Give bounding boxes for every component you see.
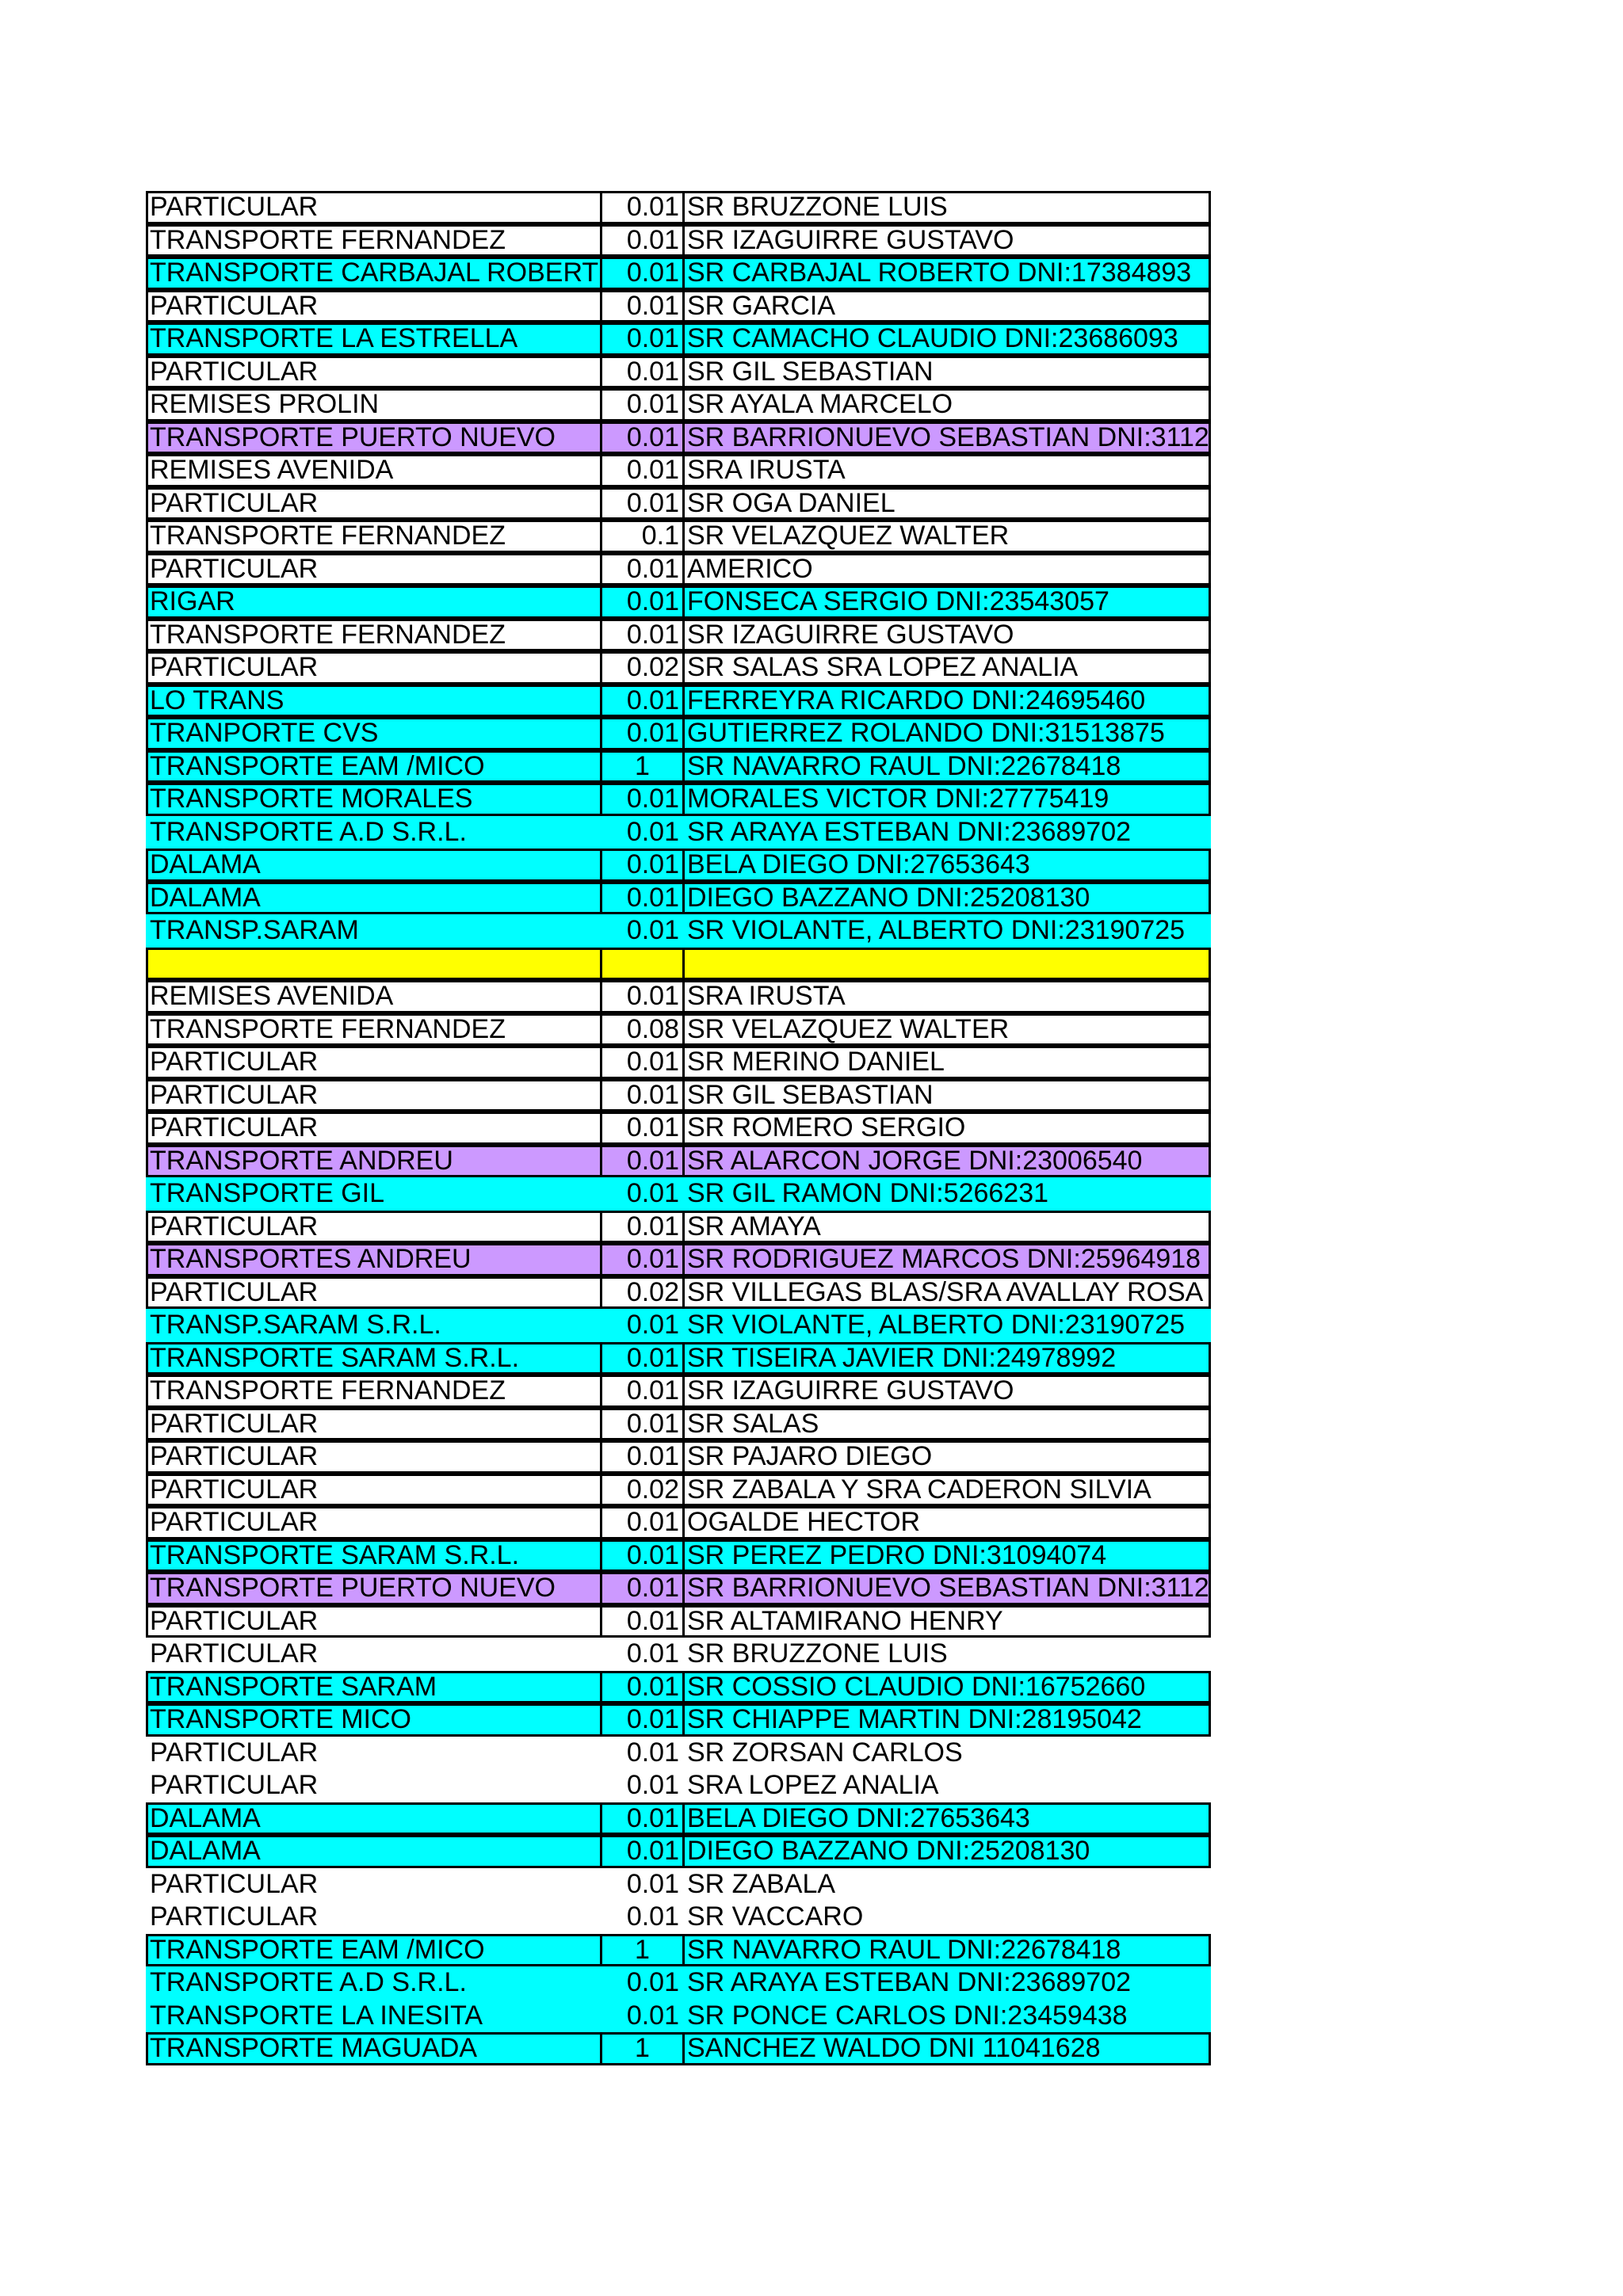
contact-cell[interactable]: SR VILLEGAS BLAS/SRA AVALLAY ROSA bbox=[682, 1276, 1211, 1310]
value-cell[interactable]: 0.01 bbox=[626, 1770, 679, 1800]
contact-cell[interactable]: DIEGO BAZZANO DNI:25208130 bbox=[682, 1835, 1211, 1868]
company-cell[interactable]: PARTICULAR bbox=[150, 290, 319, 321]
contact-cell[interactable]: OGALDE HECTOR bbox=[682, 1506, 1211, 1539]
value-cell[interactable]: 0.01 bbox=[626, 816, 679, 847]
company-cell[interactable]: TRANSPORTE A.D S.R.L. bbox=[150, 816, 467, 847]
table-row bbox=[146, 290, 1211, 323]
value-cell[interactable]: 0.01 bbox=[600, 1112, 682, 1145]
company-cell[interactable]: DALAMA bbox=[150, 1836, 261, 1866]
contact-cell[interactable]: AMERICO bbox=[682, 553, 1211, 586]
value-cell[interactable]: 0.01 bbox=[600, 849, 682, 882]
contact-cell[interactable]: SR BRUZZONE LUIS bbox=[687, 1638, 948, 1669]
table-row bbox=[146, 717, 1211, 750]
table-row bbox=[146, 882, 1211, 915]
company-cell[interactable]: PARTICULAR bbox=[150, 1507, 319, 1537]
value-cell[interactable]: 0.01 bbox=[626, 1638, 679, 1669]
table-row bbox=[146, 1375, 1211, 1408]
table-row bbox=[146, 914, 1211, 948]
value-cell[interactable]: 0.01 bbox=[600, 1506, 682, 1539]
company-cell[interactable]: PARTICULAR bbox=[150, 553, 319, 584]
company-cell[interactable]: PARTICULAR bbox=[150, 1112, 319, 1142]
value-cell[interactable]: 0.01 bbox=[600, 1605, 682, 1638]
value-cell[interactable]: 0.02 bbox=[600, 651, 682, 685]
value-cell[interactable]: 0.01 bbox=[600, 685, 682, 718]
contact-cell[interactable]: MORALES VICTOR DNI:27775419 bbox=[682, 783, 1211, 816]
table-row bbox=[146, 1408, 1211, 1441]
value-cell[interactable]: 0.01 bbox=[626, 2000, 679, 2031]
table-row bbox=[146, 388, 1211, 421]
value-cell[interactable]: 0.01 bbox=[600, 1572, 682, 1605]
company-cell[interactable]: PARTICULAR bbox=[150, 1737, 319, 1768]
company-cell[interactable]: TRANSPORTE SARAM bbox=[150, 1671, 437, 1702]
company-cell[interactable]: TRANSPORTE MICO bbox=[150, 1704, 411, 1734]
table-row bbox=[146, 750, 1211, 784]
company-cell[interactable]: TRANSPORTE PUERTO NUEVO bbox=[150, 1573, 556, 1603]
contact-cell[interactable]: SR IZAGUIRRE GUSTAVO bbox=[682, 224, 1211, 257]
value-cell[interactable]: 0.01 bbox=[600, 783, 682, 816]
table-row bbox=[146, 1211, 1211, 1244]
contact-cell[interactable]: SR PONCE CARLOS DNI:23459438 bbox=[687, 2000, 1128, 2031]
table-row bbox=[146, 2032, 1211, 2065]
value-cell[interactable]: 0.08 bbox=[600, 1013, 682, 1047]
company-cell[interactable]: LO TRANS bbox=[150, 685, 285, 715]
value-cell[interactable]: 0.01 bbox=[626, 1901, 679, 1932]
company-cell[interactable]: TRANSPORTES ANDREU bbox=[150, 1244, 472, 1274]
value-cell[interactable]: 0.01 bbox=[600, 553, 682, 586]
table-row bbox=[146, 1440, 1211, 1474]
table-row bbox=[146, 1309, 1211, 1342]
value-cell[interactable]: 0.01 bbox=[600, 1375, 682, 1408]
company-cell[interactable]: TRANSPORTE SARAM S.R.L. bbox=[150, 1539, 520, 1570]
value-cell[interactable]: 0.01 bbox=[600, 224, 682, 257]
table-row bbox=[146, 1966, 1211, 2000]
company-cell[interactable] bbox=[146, 948, 600, 981]
value-cell[interactable]: 0.01 bbox=[600, 1243, 682, 1276]
contact-cell[interactable]: SR BARRIONUEVO SEBASTIAN DNI:3112 bbox=[682, 421, 1211, 455]
table-row bbox=[146, 2000, 1211, 2033]
spreadsheet-table bbox=[146, 191, 1211, 2065]
company-cell[interactable]: TRANSPORTE CARBAJAL ROBERT bbox=[150, 257, 599, 288]
company-cell[interactable]: REMISES AVENIDA bbox=[150, 981, 394, 1011]
value-cell[interactable]: 0.01 bbox=[626, 915, 679, 945]
table-row bbox=[146, 454, 1211, 487]
value-cell[interactable]: 0.01 bbox=[600, 1342, 682, 1375]
value-cell[interactable]: 0.01 bbox=[600, 585, 682, 619]
company-cell[interactable]: TRANSPORTE MAGUADA bbox=[150, 2033, 478, 2063]
value-cell[interactable] bbox=[600, 948, 682, 981]
contact-cell[interactable]: SRA IRUSTA bbox=[682, 980, 1211, 1013]
table-row bbox=[146, 585, 1211, 619]
value-cell[interactable]: 0.1 bbox=[600, 520, 682, 553]
table-row bbox=[146, 191, 1211, 224]
company-cell[interactable]: DALAMA bbox=[150, 849, 261, 879]
table-row bbox=[146, 1046, 1211, 1079]
value-cell[interactable]: 0.01 bbox=[600, 290, 682, 323]
contact-cell[interactable]: FONSECA SERGIO DNI:23543057 bbox=[682, 585, 1211, 619]
company-cell[interactable]: PARTICULAR bbox=[150, 356, 319, 387]
value-cell[interactable]: 0.01 bbox=[600, 980, 682, 1013]
value-cell[interactable]: 1 bbox=[600, 1934, 682, 1967]
contact-cell[interactable]: SR ALARCON JORGE DNI:23006540 bbox=[682, 1145, 1211, 1178]
value-cell[interactable]: 0.01 bbox=[626, 1178, 679, 1208]
contact-cell[interactable]: FERREYRA RICARDO DNI:24695460 bbox=[682, 685, 1211, 718]
company-cell[interactable]: TRANSPORTE FERNANDEZ bbox=[150, 1375, 506, 1405]
value-cell[interactable]: 0.01 bbox=[600, 1145, 682, 1178]
contact-cell[interactable]: SR VIOLANTE, ALBERTO DNI:23190725 bbox=[687, 915, 1186, 945]
value-cell[interactable]: 0.01 bbox=[600, 388, 682, 421]
company-cell[interactable]: RIGAR bbox=[150, 586, 235, 616]
value-cell[interactable]: 0.01 bbox=[600, 882, 682, 915]
table-row bbox=[146, 1342, 1211, 1375]
contact-cell[interactable]: SR CAMACHO CLAUDIO DNI:23686093 bbox=[682, 322, 1211, 356]
table-row bbox=[146, 1901, 1211, 1934]
contact-cell[interactable]: SR VELAZQUEZ WALTER bbox=[682, 1013, 1211, 1047]
table-row bbox=[146, 980, 1211, 1013]
contact-cell[interactable]: SR CARBAJAL ROBERTO DNI:17384893 bbox=[682, 257, 1211, 290]
company-cell[interactable]: PARTICULAR bbox=[150, 1441, 319, 1471]
company-cell[interactable]: PARTICULAR bbox=[150, 1079, 319, 1110]
value-cell[interactable]: 0.01 bbox=[600, 1079, 682, 1112]
company-cell[interactable]: PARTICULAR bbox=[150, 1605, 319, 1636]
value-cell[interactable]: 0.01 bbox=[600, 487, 682, 521]
company-cell[interactable]: TRANSPORTE LA ESTRELLA bbox=[150, 323, 518, 353]
contact-cell[interactable]: SR VACCARO bbox=[687, 1901, 864, 1932]
contact-cell[interactable]: SR ARAYA ESTEBAN DNI:23689702 bbox=[687, 816, 1132, 847]
contact-cell[interactable]: DIEGO BAZZANO DNI:25208130 bbox=[682, 882, 1211, 915]
contact-cell[interactable]: SR GIL SEBASTIAN bbox=[682, 356, 1211, 389]
table-row bbox=[146, 1474, 1211, 1507]
table-row bbox=[146, 520, 1211, 553]
contact-cell[interactable]: SR VIOLANTE, ALBERTO DNI:23190725 bbox=[687, 1310, 1186, 1340]
contact-cell[interactable]: SR SALAS SRA LOPEZ ANALIA bbox=[682, 651, 1211, 685]
company-cell[interactable]: TRANPORTE CVS bbox=[150, 718, 379, 748]
contact-cell[interactable]: SR ARAYA ESTEBAN DNI:23689702 bbox=[687, 1967, 1132, 1997]
value-cell[interactable]: 0.01 bbox=[600, 1703, 682, 1737]
value-cell[interactable]: 0.01 bbox=[626, 1967, 679, 1997]
company-cell[interactable]: TRANSPORTE FERNANDEZ bbox=[150, 1013, 506, 1044]
table-row bbox=[146, 1243, 1211, 1276]
value-cell[interactable]: 0.01 bbox=[600, 454, 682, 487]
company-cell[interactable]: TRANSPORTE PUERTO NUEVO bbox=[150, 421, 556, 452]
table-row bbox=[146, 257, 1211, 290]
company-cell[interactable]: TRANSPORTE A.D S.R.L. bbox=[150, 1967, 467, 1997]
table-row bbox=[146, 685, 1211, 718]
value-cell[interactable]: 0.01 bbox=[600, 619, 682, 652]
company-cell[interactable]: PARTICULAR bbox=[150, 192, 319, 222]
company-cell[interactable]: PARTICULAR bbox=[150, 1474, 319, 1505]
table-row bbox=[146, 1737, 1211, 1770]
value-cell[interactable]: 0.01 bbox=[626, 1737, 679, 1768]
company-cell[interactable]: TRANSPORTE EAM /MICO bbox=[150, 750, 485, 781]
company-cell[interactable]: PARTICULAR bbox=[150, 1047, 319, 1077]
contact-cell[interactable]: SR BRUZZONE LUIS bbox=[682, 191, 1211, 224]
company-cell[interactable]: TRANSPORTE FERNANDEZ bbox=[150, 521, 506, 551]
company-cell[interactable]: TRANSPORTE GIL bbox=[150, 1178, 384, 1208]
value-cell[interactable]: 0.01 bbox=[626, 1310, 679, 1340]
value-cell[interactable]: 0.01 bbox=[600, 257, 682, 290]
company-cell[interactable]: PARTICULAR bbox=[150, 1901, 319, 1932]
company-cell[interactable]: TRANSPORTE FERNANDEZ bbox=[150, 224, 506, 255]
table-row bbox=[146, 1572, 1211, 1605]
company-cell[interactable]: PARTICULAR bbox=[150, 1408, 319, 1439]
contact-cell[interactable]: BELA DIEGO DNI:27653643 bbox=[682, 1802, 1211, 1836]
company-cell[interactable]: TRANSPORTE ANDREU bbox=[150, 1145, 453, 1176]
contact-cell[interactable]: SR PEREZ PEDRO DNI:31094074 bbox=[682, 1539, 1211, 1573]
contact-cell[interactable]: SR IZAGUIRRE GUSTAVO bbox=[682, 1375, 1211, 1408]
value-cell[interactable]: 0.01 bbox=[600, 1211, 682, 1244]
contact-cell[interactable]: SR RODRIGUEZ MARCOS DNI:25964918 bbox=[682, 1243, 1211, 1276]
table-row bbox=[146, 816, 1211, 849]
company-cell[interactable]: PARTICULAR bbox=[150, 1770, 319, 1800]
contact-cell[interactable]: BELA DIEGO DNI:27653643 bbox=[682, 849, 1211, 882]
contact-cell[interactable] bbox=[682, 948, 1211, 981]
table-row bbox=[146, 1703, 1211, 1737]
company-cell[interactable]: PARTICULAR bbox=[150, 652, 319, 682]
company-cell[interactable]: TRANSPORTE MORALES bbox=[150, 784, 473, 814]
company-cell[interactable]: DALAMA bbox=[150, 1802, 261, 1833]
company-cell[interactable]: REMISES PROLIN bbox=[150, 389, 380, 419]
table-row bbox=[146, 1671, 1211, 1704]
contact-cell[interactable]: SR COSSIO CLAUDIO DNI:16752660 bbox=[682, 1671, 1211, 1704]
table-row bbox=[146, 1177, 1211, 1211]
company-cell[interactable]: PARTICULAR bbox=[150, 487, 319, 518]
table-row bbox=[146, 356, 1211, 389]
table-row bbox=[146, 487, 1211, 521]
value-cell[interactable]: 0.01 bbox=[600, 1835, 682, 1868]
table-row bbox=[146, 553, 1211, 586]
contact-cell[interactable]: SR ZORSAN CARLOS bbox=[687, 1737, 963, 1768]
table-row bbox=[146, 1112, 1211, 1145]
value-cell[interactable]: 0.01 bbox=[600, 1440, 682, 1474]
company-cell[interactable]: DALAMA bbox=[150, 882, 261, 913]
value-cell[interactable]: 0.01 bbox=[600, 1671, 682, 1704]
contact-cell[interactable]: SR TISEIRA JAVIER DNI:24978992 bbox=[682, 1342, 1211, 1375]
value-cell[interactable]: 0.01 bbox=[600, 322, 682, 356]
contact-cell[interactable]: SR PAJARO DIEGO bbox=[682, 1440, 1211, 1474]
company-cell[interactable]: PARTICULAR bbox=[150, 1638, 319, 1669]
contact-cell[interactable]: SR OGA DANIEL bbox=[682, 487, 1211, 521]
table-row bbox=[146, 322, 1211, 356]
value-cell[interactable]: 0.02 bbox=[600, 1474, 682, 1507]
company-cell[interactable]: REMISES AVENIDA bbox=[150, 455, 394, 485]
table-row bbox=[146, 1802, 1211, 1836]
company-cell[interactable]: PARTICULAR bbox=[150, 1211, 319, 1241]
table-row bbox=[146, 1638, 1211, 1671]
company-cell[interactable]: TRANSPORTE SARAM S.R.L. bbox=[150, 1342, 520, 1373]
value-cell[interactable]: 0.01 bbox=[600, 191, 682, 224]
contact-cell[interactable]: SR ALTAMIRANO HENRY bbox=[682, 1605, 1211, 1638]
value-cell[interactable]: 0.02 bbox=[600, 1276, 682, 1310]
contact-cell[interactable]: SR IZAGUIRRE GUSTAVO bbox=[682, 619, 1211, 652]
contact-cell[interactable]: SR SALAS bbox=[682, 1408, 1211, 1441]
contact-cell[interactable]: SRA LOPEZ ANALIA bbox=[687, 1770, 939, 1800]
table-row bbox=[146, 651, 1211, 685]
company-cell[interactable]: TRANSP.SARAM S.R.L. bbox=[150, 1310, 441, 1340]
contact-cell[interactable]: GUTIERREZ ROLANDO DNI:31513875 bbox=[682, 717, 1211, 750]
table-row bbox=[146, 849, 1211, 882]
table-row bbox=[146, 421, 1211, 455]
table-row bbox=[146, 1013, 1211, 1047]
contact-cell[interactable]: SR BARRIONUEVO SEBASTIAN DNI:3112 bbox=[682, 1572, 1211, 1605]
contact-cell[interactable]: SR GARCIA bbox=[682, 290, 1211, 323]
value-cell[interactable]: 0.01 bbox=[600, 1408, 682, 1441]
company-cell[interactable]: TRANSP.SARAM bbox=[150, 915, 359, 945]
table-row bbox=[146, 1605, 1211, 1638]
table-row bbox=[146, 224, 1211, 257]
table-row bbox=[146, 1145, 1211, 1178]
contact-cell[interactable]: SR NAVARRO RAUL DNI:22678418 bbox=[682, 750, 1211, 784]
contact-cell[interactable]: SR ROMERO SERGIO bbox=[682, 1112, 1211, 1145]
value-cell[interactable]: 0.01 bbox=[600, 1802, 682, 1836]
table-row bbox=[146, 783, 1211, 816]
contact-cell[interactable]: SR AYALA MARCELO bbox=[682, 388, 1211, 421]
company-cell[interactable]: PARTICULAR bbox=[150, 1868, 319, 1899]
contact-cell[interactable]: SR GIL SEBASTIAN bbox=[682, 1079, 1211, 1112]
contact-cell[interactable]: SRA IRUSTA bbox=[682, 454, 1211, 487]
table-row bbox=[146, 1769, 1211, 1802]
contact-cell[interactable]: SR VELAZQUEZ WALTER bbox=[682, 520, 1211, 553]
contact-cell[interactable]: SR ZABALA Y SRA CADERON SILVIA bbox=[682, 1474, 1211, 1507]
value-cell[interactable]: 0.01 bbox=[600, 717, 682, 750]
table-row bbox=[146, 1079, 1211, 1112]
value-cell[interactable]: 0.01 bbox=[600, 1539, 682, 1573]
value-cell[interactable]: 0.01 bbox=[600, 421, 682, 455]
company-cell[interactable]: PARTICULAR bbox=[150, 1276, 319, 1307]
value-cell[interactable]: 0.01 bbox=[600, 1046, 682, 1079]
contact-cell[interactable]: SR NAVARRO RAUL DNI:22678418 bbox=[682, 1934, 1211, 1967]
contact-cell[interactable]: SR ZABALA bbox=[687, 1868, 836, 1899]
table-row bbox=[146, 1868, 1211, 1901]
contact-cell[interactable]: SR CHIAPPE MARTIN DNI:28195042 bbox=[682, 1703, 1211, 1737]
table-row bbox=[146, 1506, 1211, 1539]
table-row bbox=[146, 1539, 1211, 1573]
value-cell[interactable]: 0.01 bbox=[626, 1868, 679, 1899]
company-cell[interactable]: TRANSPORTE EAM /MICO bbox=[150, 1934, 485, 1965]
contact-cell[interactable]: SR AMAYA bbox=[682, 1211, 1211, 1244]
company-cell[interactable]: TRANSPORTE FERNANDEZ bbox=[150, 619, 506, 650]
value-cell[interactable]: 1 bbox=[600, 750, 682, 784]
table-row bbox=[146, 619, 1211, 652]
contact-cell[interactable]: SR GIL RAMON DNI:5266231 bbox=[687, 1178, 1049, 1208]
table-row bbox=[146, 1276, 1211, 1310]
contact-cell[interactable]: SANCHEZ WALDO DNI 11041628 bbox=[682, 2032, 1211, 2065]
company-cell[interactable]: TRANSPORTE LA INESITA bbox=[150, 2000, 483, 2031]
value-cell[interactable]: 1 bbox=[600, 2032, 682, 2065]
table-row bbox=[146, 1835, 1211, 1868]
value-cell[interactable]: 0.01 bbox=[600, 356, 682, 389]
table-row bbox=[146, 1934, 1211, 1967]
table-row bbox=[146, 948, 1211, 981]
contact-cell[interactable]: SR MERINO DANIEL bbox=[682, 1046, 1211, 1079]
